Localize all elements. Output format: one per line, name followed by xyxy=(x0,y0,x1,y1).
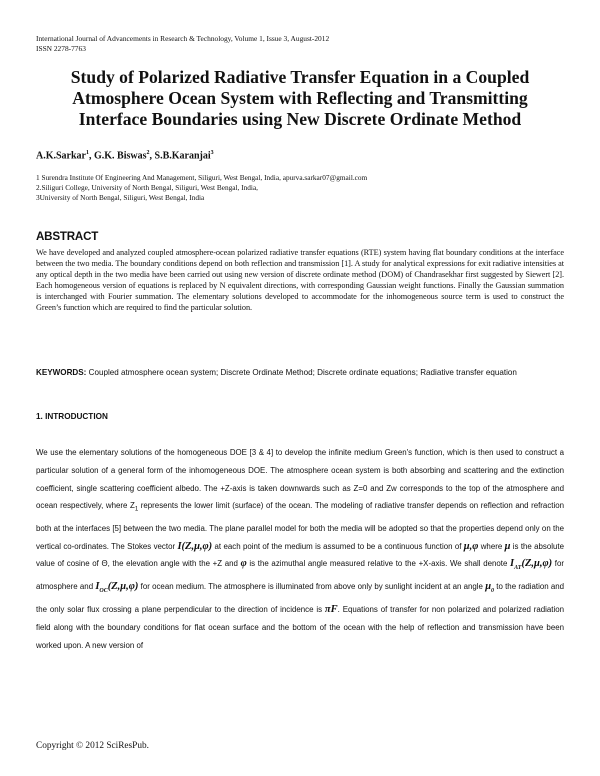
math-phi: φ xyxy=(240,558,247,570)
journal-citation: International Journal of Advancements in Research & Technology, Volume 1, Issue 3, August-2012 xyxy=(36,34,330,43)
keywords xyxy=(36,364,564,381)
keywords-text: Coupled atmosphere ocean system; Discrete Ordinate Method; Discrete ordinate equations; Radiative transfer equation xyxy=(86,368,517,377)
affiliation-line: 3University of North Bengal, Siliguri, West Bengal, India xyxy=(36,193,205,202)
journal-header xyxy=(36,34,329,54)
math-stokes-vector: I(Z,μ,φ) xyxy=(177,540,213,552)
copyright-footer: Copyright © 2012 SciResPub. xyxy=(36,741,149,751)
affiliation-line: 2.Siliguri College, University of North Bengal, Siliguri, West Bengal, India, xyxy=(36,183,259,192)
subscript: 1 xyxy=(134,506,139,513)
math-mu-zero: $\mu_0$ xyxy=(485,581,495,595)
issn-line: ISSN 2278-7763 xyxy=(36,44,86,53)
author-list xyxy=(36,150,214,161)
author-separator: , xyxy=(149,150,155,162)
math-mu-phi: μ,φ xyxy=(463,540,479,552)
author-affiliation-mark: 2 xyxy=(146,150,150,156)
author-affiliation-mark: 1 xyxy=(86,150,89,156)
math-i-ocean: $I_{OC}(Z,\mu,\varphi)$ xyxy=(95,581,139,595)
author-name: G.K. Biswas xyxy=(94,150,147,162)
math-mu: μ xyxy=(504,540,511,552)
introduction-paragraph: We use the elementary solutions of the homogeneous DOE [3 & 4] to develop the infinite medium Green's function, which is then used to construct a particular solution of a general form of the inhomogeneous DOE. The atmosphere ocean system is both absorbing and scattering and the extinction coefficient, single scattering coefficient albedo. The +Z-axis is taken downwards such as Z=0 and Zw corresponds to the top of the atmosphere and ocean respectively, where $Z_1$ represents the lower limit (surface) of the ocean. The modeling of radiative transfer depends on reflection and refraction both at the interfaces [5] between the two media. The plane parallel model for both the media will be adopted so that the properties depend only on the vertical co-ordinates. The Stokes vector I(Z,μ,φ) at each point of the medium is assumed to be a continuous function of μ,φ where μ is the absolute value of cosine of Θ, the elevation angle with the +Z and φ is the azimuthal angle measured relative to the +X-axis. We shall denote $I_{AT}(Z,\mu,\varphi)$ for atmosphere and $I_{OC}(Z,\mu,\varphi)$ for ocean medium. The atmosphere is illuminated from above only by sunlight incident at an angle $\mu_0$ to the radiation and the only solar flux crossing a plane perpendicular to the direction of incidence is πF. Equations of transfer for non polarized and polarized radiation field along with the boundary conditions for flat ocean surface and the bottom of the ocean with the help of reflection and transmission have been worked upon. A new version of xyxy=(36,448,565,650)
affiliations xyxy=(36,173,367,203)
author-name: A.K.Sarkar xyxy=(36,150,86,162)
author-name: S.B.Karanjai xyxy=(154,150,211,162)
math-pi-f: πF xyxy=(324,604,338,616)
section-heading-introduction: 1. INTRODUCTION xyxy=(36,412,108,421)
affiliation-line: 1 Surendra Institute Of Engineering And Management, Siliguri, West Bengal, India, apurva.sarkar07@gmail.com xyxy=(36,173,368,182)
keywords-label: KEYWORDS: xyxy=(36,368,87,377)
author-separator: , xyxy=(89,150,94,162)
math-i-atmosphere: $I_{AT}(Z,\mu,\varphi)$ xyxy=(510,558,553,572)
author-affiliation-mark: 3 xyxy=(210,150,214,156)
abstract-heading: ABSTRACT xyxy=(36,230,99,243)
paper-title: Study of Polarized Radiative Transfer Equation in a Coupled Atmosphere Ocean System with Reflecting and Transmitting Interface Boundaries using New Discrete Ordinate Method xyxy=(70,67,530,129)
abstract-body: We have developed and analyzed coupled atmosphere-ocean polarized radiative transfer equations (RTE) system having flat boundary conditions at the interface between the two media. The boundary conditions depend on both reflection and transmission [1]. A study for analytical expressions for exit radiative intensities at any optical depth in the two media have been carried out using new version of discrete ordinate method (DOM) of Chandrasekhar first suggested by Siewert [2]. Each homogeneous version of equations is replaced by N equivalent directions, with corresponding Gaussian weight functions. Finally the Gaussian summation is interchanged with Fourier summation. The elementary solutions developed to accommodate for the inhomogeneous source term is used to construct the Green’s function which are required to find the particular solution. xyxy=(36,248,564,312)
